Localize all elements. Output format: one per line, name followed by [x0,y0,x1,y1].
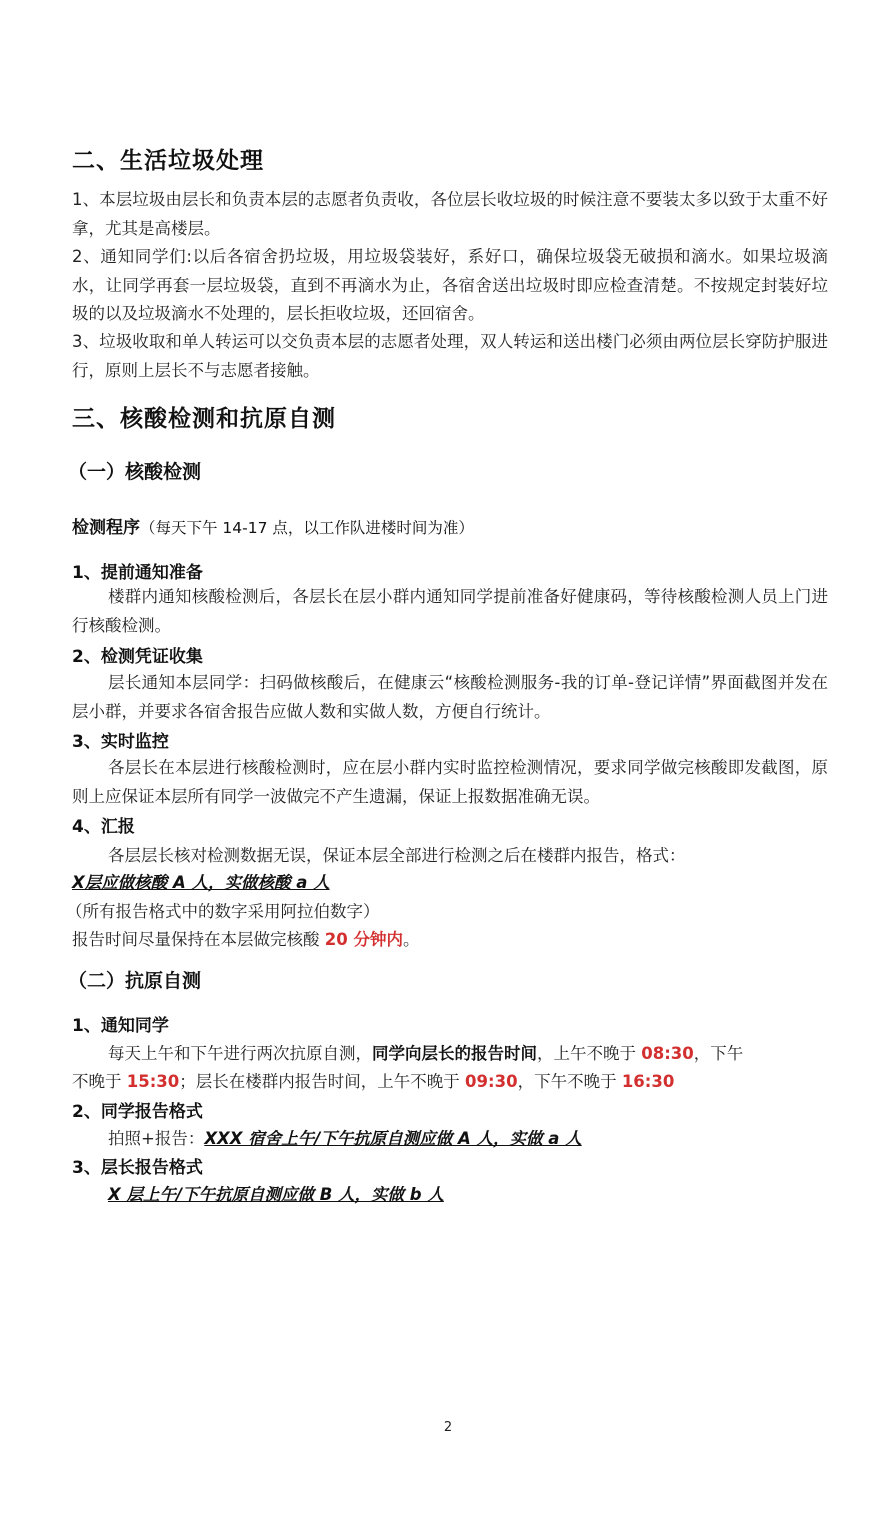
antigen-notify-text: 每天上午和下午进行两次抗原自测， [108,1044,372,1063]
step-body-notify: 楼群内通知核酸检测后，各层长在层小群内通知同学提前准备好健康码，等待核酸检测人员上门进行核酸检测。 [72,587,828,635]
step-body-collect: 层长通知本层同学：扫码做核酸后，在健康云“核酸检测服务-我的订单-登记详情”界面截图并发在层小群，并要求各宿舍报告应做人数和实做人数，方便自行统计。 [72,673,828,721]
procedure-label: 检测程序 [72,518,140,538]
step-body-monitor: 各层长在本层进行核酸检测时，应在层小群内实时监控检测情况，要求同学做完核酸即发截图，原则上应保证本层所有同学一波做完不产生遗漏，保证上报数据准确无误。 [72,758,828,806]
antigen-step-heading-student-format: 2、同学报告格式 [72,1102,203,1122]
step-heading-notify: 1、提前通知准备 [72,563,203,583]
subsection-heading-antigen: （二）抗原自测 [68,970,202,992]
antigen-step-heading-leader-format: 3、层长报告格式 [72,1158,203,1178]
antigen-notify-text: ，上午不晚于 [537,1044,636,1063]
antigen-notify-line-1 [72,1040,743,1064]
time-pm-student: 15:30 [126,1072,180,1091]
step-heading-report: 4、汇报 [72,817,135,837]
section-heading-garbage: 二、生活垃圾处理 [72,148,264,174]
page-number: 2 [443,1420,453,1435]
antigen-notify-text: ，下午不晚于 [517,1072,617,1091]
report-time-prefix: 报告时间尽量保持在本层做完核酸 [72,930,320,949]
step-heading-collect: 2、检测凭证收集 [72,647,203,667]
antigen-step-heading-notify: 1、通知同学 [72,1016,169,1036]
step-body-report: 各层层长核对检测数据无误，保证本层全部进行检测之后在楼群内报告，格式： [108,846,686,865]
antigen-notify-text: ，下午 [693,1044,744,1063]
antigen-notify-bold: 同学向层长的报告时间 [372,1044,537,1063]
report-time-line [72,926,419,950]
report-format-nucleic: X层应做核酸 A 人，实做核酸 a 人 [72,873,330,892]
report-time-suffix: 。 [402,930,420,949]
antigen-notify-line-2 [72,1068,674,1092]
procedure-note: （每天下午 14-17 点，以工作队进楼时间为准） [140,519,474,537]
student-report-format: XXX 宿舍上午/下午抗原自测应做 A 人，实做 a 人 [204,1129,582,1148]
garbage-item-2: 2、通知同学们:以后各宿舍扔垃圾，用垃圾袋装好，系好口，确保垃圾袋无破损和滴水。如果垃圾滴水，让同学再套一层垃圾袋，直到不再滴水为止，各宿舍送出垃圾时即应检查清楚。不按规定封装好垃圾的以及垃圾滴水不处理的，层长拒收垃圾，还回宿舍。 [72,247,828,323]
student-format-line [72,1125,582,1149]
student-format-prefix: 拍照+报告： [108,1129,205,1148]
time-pm-leader: 16:30 [621,1072,675,1091]
garbage-item-3: 3、垃圾收取和单人转运可以交负责本层的志愿者处理，双人转运和送出楼门必须由两位层长穿防护服进行，原则上层长不与志愿者接触。 [72,332,828,380]
step-heading-monitor: 3、实时监控 [72,732,169,752]
subsection-heading-nucleic: （一）核酸检测 [68,461,202,483]
antigen-notify-text: 不晚于 [72,1072,122,1091]
leader-report-format: X 层上午/下午抗原自测应做 B 人，实做 b 人 [108,1185,444,1204]
time-am-leader: 09:30 [465,1072,518,1091]
antigen-notify-text: ；层长在楼群内报告时间，上午不晚于 [179,1072,460,1091]
report-time-highlight: 20 分钟内 [324,930,403,949]
section-heading-testing: 三、核酸检测和抗原自测 [72,406,336,432]
procedure-heading [72,513,474,538]
garbage-item-1: 1、本层垃圾由层长和负责本层的志愿者负责收，各位层长收垃圾的时候注意不要装太多以致于太重不好拿，尤其是高楼层。 [72,190,828,238]
time-am-student: 08:30 [641,1044,694,1063]
leader-format-line [72,1181,444,1205]
report-format-note: （所有报告格式中的数字采用阿拉伯数字） [66,902,380,921]
